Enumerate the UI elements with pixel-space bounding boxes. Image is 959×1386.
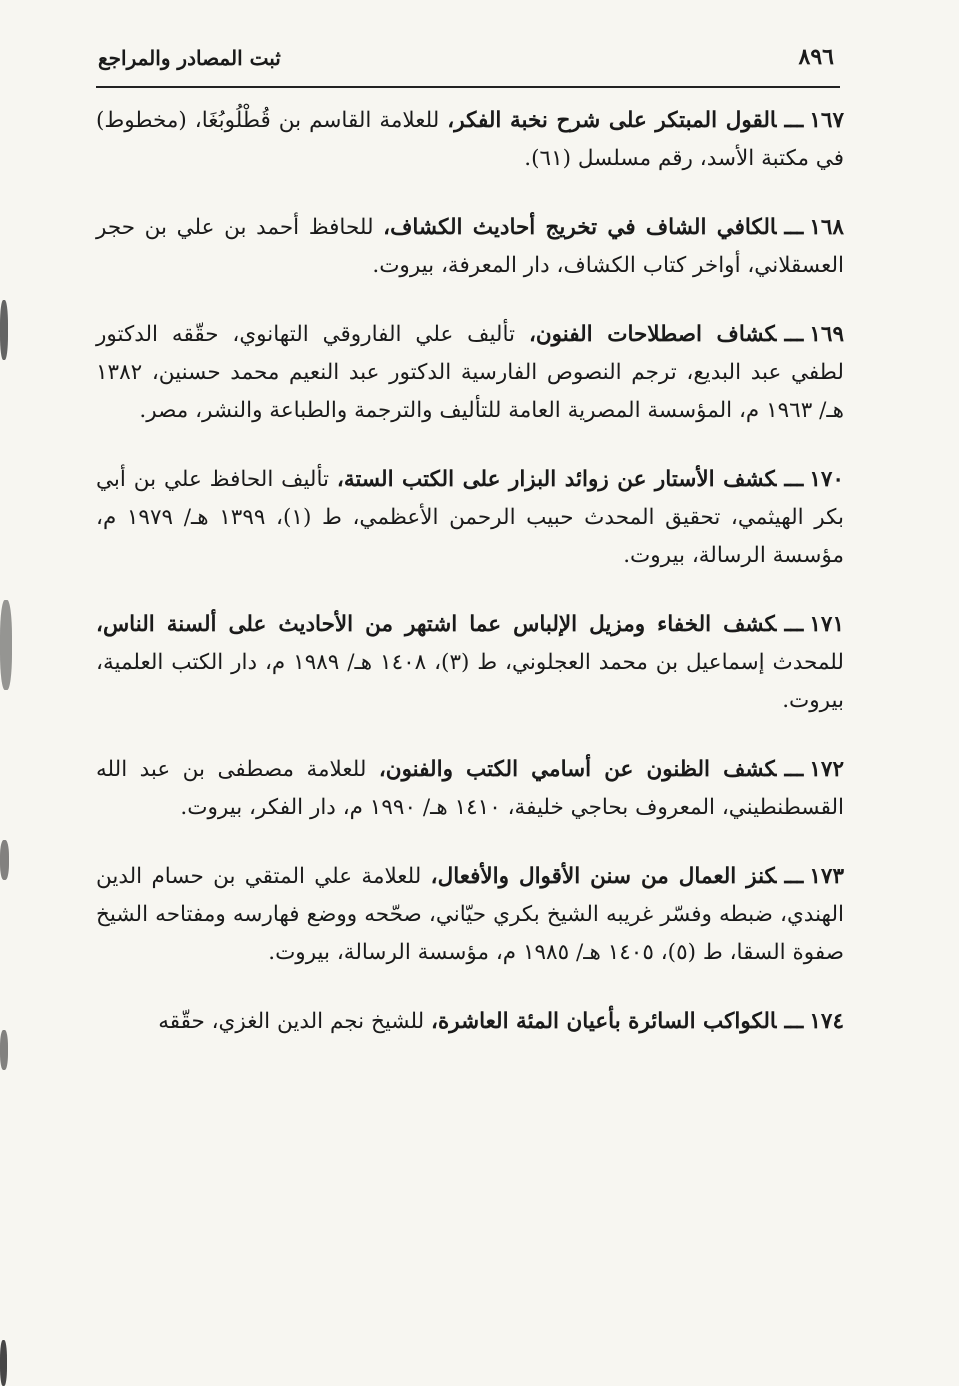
bibliography-entry xyxy=(96,858,844,972)
entry-dash: ـــ xyxy=(784,322,804,347)
entry-number: ١٧٢ xyxy=(809,757,844,782)
entry-title: كشاف اصطلاحات الفنون، xyxy=(528,322,777,347)
entry-number: ١٦٩ xyxy=(809,322,844,347)
entry-title: القول المبتكر على شرح نخبة الفكر، xyxy=(447,108,777,133)
bibliography-entry xyxy=(96,461,844,575)
entry-title: كشف الأستار عن زوائد البزار على الكتب الستة، xyxy=(336,467,777,492)
scan-artifact xyxy=(0,1340,7,1386)
entry-number: ١٦٨ xyxy=(809,215,844,240)
page-header xyxy=(92,40,840,84)
entry-dash: ـــ xyxy=(784,467,804,492)
entry-body: للحافظ أحمد بن علي بن حجر العسقلاني، أواخر كتاب الكشاف، دار المعرفة، بيروت. xyxy=(96,215,844,278)
bibliography-entry xyxy=(96,751,844,827)
scan-artifact xyxy=(0,600,12,690)
entry-dash: ـــ xyxy=(784,612,804,637)
entry-body: للعلامة القاسم بن قُطْلُوبُغَا، (مخطوط) في مكتبة الأسد، رقم مسلسل (٦١). xyxy=(96,108,844,171)
entry-dash: ـــ xyxy=(784,1009,804,1034)
entry-dash: ـــ xyxy=(784,864,804,889)
entry-body: تأليف علي الفاروقي التهانوي، حقّقه الدكتور لطفي عبد البديع، ترجم النصوص الفارسية الدكتور عبد النعيم محمد حسنين، ١٣٨٢ هـ/ ١٩٦٣ م، المؤسسة المصرية العامة للتأليف والترجمة والطباعة والنشر، مصر. xyxy=(96,322,844,423)
bibliography-entry xyxy=(96,316,844,430)
entry-body: تأليف الحافظ علي بن أبي بكر الهيثمي، تحقيق المحدث حبيب الرحمن الأعظمي، ط (١)، ١٣٩٩ هـ/ ١٩٧٩ م، مؤسسة الرسالة، بيروت. xyxy=(96,467,844,568)
scan-artifact xyxy=(0,1030,8,1070)
entry-title: كشف الظنون عن أسامي الكتب والفنون، xyxy=(378,757,777,782)
entry-number: ١٧٠ xyxy=(809,467,844,492)
entry-dash: ـــ xyxy=(784,108,804,133)
entry-number: ١٧٣ xyxy=(809,864,844,889)
entry-body: للمحدث إسماعيل بن محمد العجلوني، ط (٣)، ١٤٠٨ هـ/ ١٩٨٩ م، دار الكتب العلمية، بيروت. xyxy=(96,650,844,713)
scan-artifact xyxy=(0,840,9,880)
entry-title: الكواكب السائرة بأعيان المئة العاشرة، xyxy=(431,1009,777,1034)
running-title: ثبت المصادر والمراجع xyxy=(98,46,281,70)
entry-title: كنز العمال من سنن الأقوال والأفعال، xyxy=(430,864,777,889)
page-number: ٨٩٦ xyxy=(798,44,834,70)
entry-number: ١٦٧ xyxy=(809,108,844,133)
entry-dash: ـــ xyxy=(784,215,804,240)
bibliography-entry xyxy=(96,606,844,720)
bibliography-list xyxy=(96,102,844,1072)
entry-body: للعلامة علي المتقي بن حسام الدين الهندي، ضبطه وفسّر غريبه الشيخ بكري حيّاني، صحّحه ووضع فهارسه ومفتاحه الشيخ صفوة السقا، ط (٥)، ١٤٠٥ هـ/ ١٩٨٥ م، مؤسسة الرسالة، بيروت. xyxy=(96,864,844,965)
entry-number: ١٧٤ xyxy=(809,1009,844,1034)
bibliography-entry xyxy=(96,209,844,285)
bibliography-entry xyxy=(96,102,844,178)
entry-body: للعلامة مصطفى بن عبد الله القسطنطيني، المعروف بحاجي خليفة، ١٤١٠ هـ/ ١٩٩٠ م، دار الفكر، بيروت. xyxy=(96,757,844,820)
entry-title: كشف الخفاء ومزيل الإلباس عما اشتهر من الأحاديث على ألسنة الناس، xyxy=(96,612,777,637)
header-divider xyxy=(96,86,840,88)
bibliography-entry xyxy=(96,1003,844,1041)
entry-number: ١٧١ xyxy=(809,612,844,637)
entry-dash: ـــ xyxy=(784,757,804,782)
scan-artifact xyxy=(0,300,8,360)
entry-title: الكافي الشاف في تخريج أحاديث الكشاف، xyxy=(383,215,777,240)
entry-body: للشيخ نجم الدين الغزي، حقّقه xyxy=(158,1009,425,1034)
